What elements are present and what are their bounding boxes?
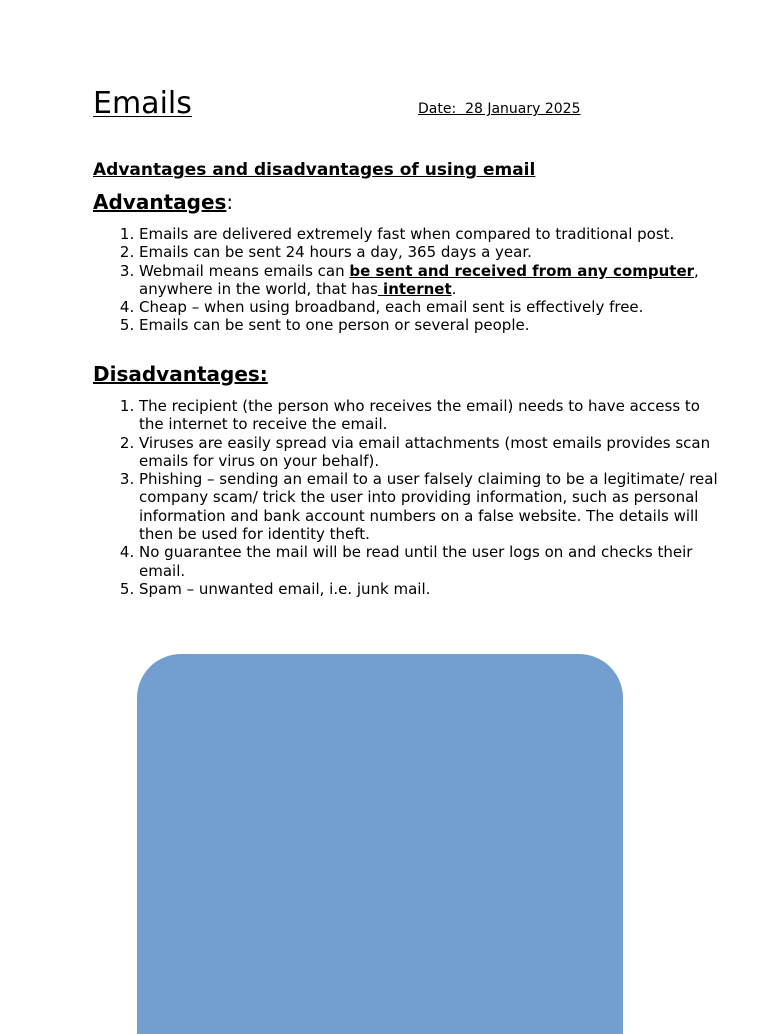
advantage-3-emphasis: be sent and received from any computer: [349, 261, 695, 280]
disadvantage-3-text: Phishing – sending an email to a user falsely claiming to be a legitimate/ real company scam/ trick the user into providing information, such as personal information and bank account numbers on a false website. The details will then be used for identity theft.: [139, 470, 718, 544]
page-title: Emails: [93, 86, 192, 121]
advantages-list: [93, 225, 729, 335]
advantage-4-text: Cheap – when using broadband, each email sent is effectively free.: [139, 298, 644, 317]
disadvantage-2-text: Viruses are easily spread via email attachments (most emails provides scan emails for virus on your behalf).: [139, 433, 711, 470]
list-item: [139, 543, 729, 580]
list-item: [139, 262, 729, 299]
list-item: [139, 243, 729, 261]
advantage-3-part2: , anywhere in the world, that has: [139, 261, 699, 298]
advantage-5-text: Emails can be sent to one person or several people.: [139, 316, 530, 335]
disadvantages-list: [93, 397, 729, 598]
disadvantages-heading-text: Disadvantages:: [93, 362, 268, 386]
advantage-1-text: Emails are delivered extremely fast when compared to traditional post.: [139, 225, 675, 243]
blue-rounded-panel: [137, 654, 623, 1034]
list-item: [139, 397, 729, 434]
list-item: [139, 470, 729, 543]
disadvantage-5-text: Spam – unwanted email, i.e. junk mail.: [139, 579, 431, 598]
list-item: [139, 316, 729, 334]
document-subtitle: Advantages and disadvantages of using email: [93, 160, 536, 180]
disadvantage-1-text: The recipient (the person who receives the email) needs to have access to the internet to receive the email.: [139, 397, 700, 434]
advantage-3-part1: Webmail means emails can: [139, 261, 350, 280]
advantage-3-part3: .: [451, 279, 457, 298]
disadvantage-4-text: No guarantee the mail will be read until the user logs on and checks their email.: [139, 543, 693, 580]
document-header: [93, 86, 693, 126]
advantage-2-text: Emails can be sent 24 hours a day, 365 days a year.: [139, 243, 532, 262]
advantages-heading: [93, 189, 233, 215]
advantages-heading-text: Advantages: [93, 190, 227, 214]
advantage-3-internet: internet: [377, 279, 452, 298]
disadvantages-heading: [93, 361, 268, 387]
list-item: [139, 225, 729, 243]
list-item: [139, 298, 729, 316]
list-item: [139, 434, 729, 471]
list-item: [139, 580, 729, 598]
advantages-heading-colon: :: [226, 190, 234, 214]
document-date: Date: 28 January 2025: [418, 101, 581, 117]
